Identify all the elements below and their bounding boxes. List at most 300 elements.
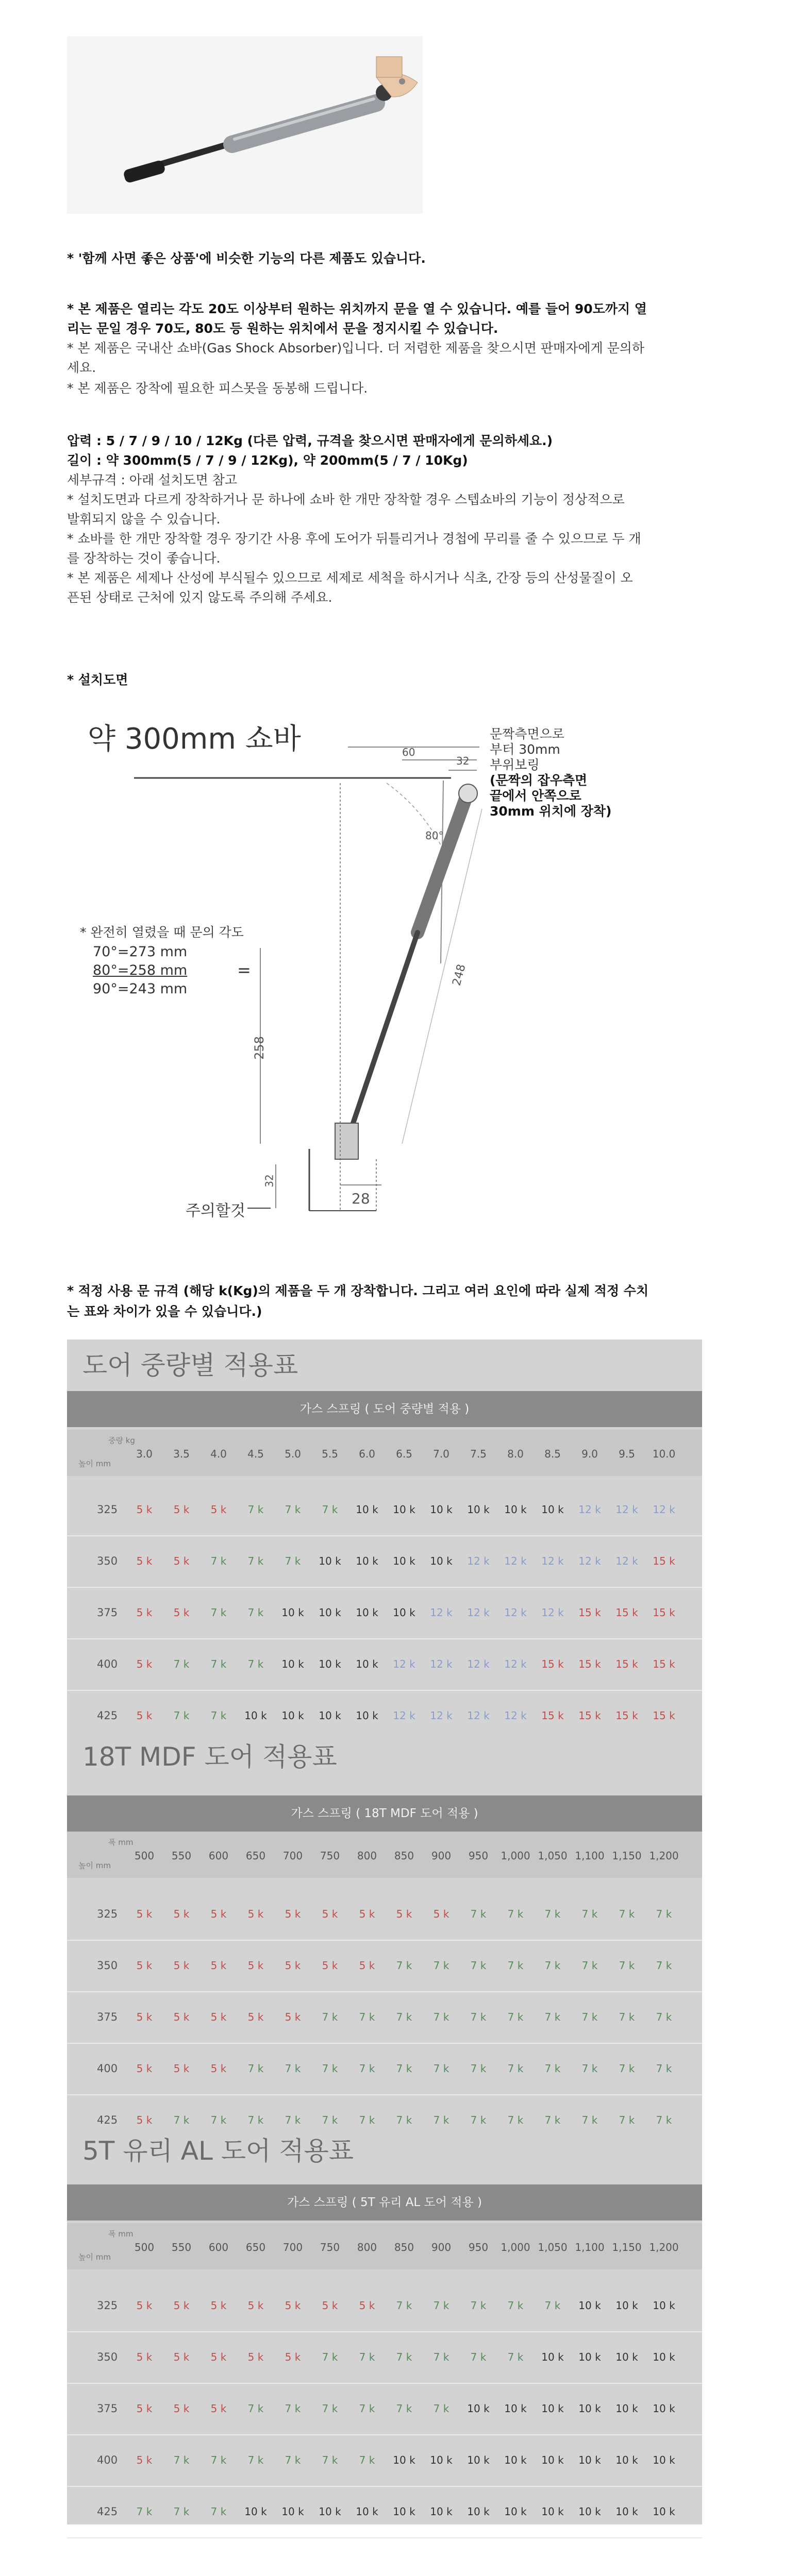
table-cell: 10 k	[541, 2454, 564, 2466]
table-glass	[67, 2128, 702, 2524]
table-cell: 7 k	[544, 1959, 561, 1972]
table-cell: 7 k	[507, 2351, 524, 2363]
table-cell: 7 k	[322, 2402, 338, 2415]
row-header: 400	[97, 2062, 118, 2075]
table-cell: 12 k	[430, 1606, 453, 1619]
table-cell: 10 k	[430, 2454, 453, 2466]
corner-label: 높이 mm	[78, 1861, 111, 1870]
table-cell: 7 k	[322, 2011, 338, 2023]
dim-label: 60	[402, 746, 415, 758]
table-cell: 10 k	[578, 2454, 601, 2466]
table-cell: 5 k	[359, 2299, 375, 2312]
notice-line: * '함께 사면 좋은 상품'에 비슷한 기능의 다른 제품도 있습니다.	[67, 251, 426, 266]
column-header: 750	[320, 1850, 340, 1862]
table-cell: 7 k	[433, 2351, 450, 2363]
table-cell: 12 k	[393, 1658, 415, 1670]
column-header: 1,200	[649, 2241, 679, 2253]
table-cell: 10 k	[541, 2351, 564, 2363]
spec-line: * 본 제품은 세제나 산성에 부식될수 있으므로 세제로 세척을 하시거나 식초, 간장 등의 산성물질이 오	[67, 570, 633, 585]
table-cell: 15 k	[653, 1606, 675, 1619]
table-cell: 10 k	[653, 2299, 675, 2312]
column-header: 9.0	[581, 1448, 598, 1460]
table-band: 가스 스프링 ( 5T 유리 AL 도어 적용 )	[67, 2184, 702, 2221]
table-band: 가스 스프링 ( 18T MDF 도어 적용 )	[67, 1795, 702, 1832]
row-header: 350	[97, 1555, 118, 1567]
table-cell: 5 k	[173, 1555, 190, 1567]
table-cell: 7 k	[507, 2011, 524, 2023]
recommend-note: 는 표와 차이가 있을 수 있습니다.)	[67, 1304, 262, 1319]
table-cell: 7 k	[433, 2062, 450, 2075]
table-cell: 7 k	[581, 2114, 598, 2126]
corner-label: 높이 mm	[78, 2252, 111, 2262]
table-cell: 10 k	[356, 1555, 378, 1567]
table-cell: 5 k	[136, 1908, 153, 1920]
dim-label: 258	[252, 1036, 267, 1060]
notice-line: * 본 제품은 열리는 각도 20도 이상부터 원하는 위치까지 문을 열 수 있습니다. 예를 들어 90도까지 열	[67, 301, 647, 316]
table-cell: 12 k	[430, 1709, 453, 1722]
column-header: 8.5	[544, 1448, 561, 1460]
table-cell: 7 k	[507, 2062, 524, 2075]
table-cell: 15 k	[541, 1709, 564, 1722]
table-cell: 7 k	[359, 2011, 375, 2023]
row-header: 425	[97, 1709, 118, 1722]
table-cell: 5 k	[247, 2351, 264, 2363]
table-cell: 5 k	[136, 2454, 153, 2466]
table-cell: 7 k	[507, 2114, 524, 2126]
table-cell: 5 k	[210, 2402, 227, 2415]
table-cell: 10 k	[393, 1555, 415, 1567]
column-header: 550	[171, 1850, 192, 1862]
table-cell: 7 k	[359, 2402, 375, 2415]
table-cell: 12 k	[541, 1606, 564, 1619]
table-cell: 7 k	[396, 2299, 412, 2312]
table-cell: 5 k	[359, 1908, 375, 1920]
table-cell: 7 k	[322, 1503, 338, 1516]
table-cell: 10 k	[467, 2505, 490, 2518]
boring-note: 문짝측면으로 부터 30mm 부위보링 (문짝의 잡우측면 끝에서 안쪽으로 30mm 위치에 장착)	[490, 726, 612, 819]
column-header: 650	[245, 2241, 266, 2253]
table-cell: 10 k	[356, 2505, 378, 2518]
spec-line: 세부규격 : 아래 설치도면 참고	[67, 472, 238, 487]
table-cell: 10 k	[430, 1555, 453, 1567]
table-cell: 10 k	[319, 1709, 341, 1722]
notice-line: 리는 문일 경우 70도, 80도 등 원하는 위치에서 문을 정지시킬 수 있습니다.	[67, 321, 498, 336]
table-cell: 7 k	[470, 2299, 487, 2312]
table-cell: 7 k	[210, 1606, 227, 1619]
column-header: 800	[357, 1850, 377, 1862]
table-cell: 5 k	[173, 2402, 190, 2415]
table-cell: 7 k	[470, 2011, 487, 2023]
table-cell: 5 k	[210, 2351, 227, 2363]
table-cell: 10 k	[281, 1606, 304, 1619]
column-header: 1,000	[501, 1850, 530, 1862]
table-cell: 5 k	[173, 2351, 190, 2363]
column-header: 500	[134, 2241, 155, 2253]
table-cell: 10 k	[393, 1606, 415, 1619]
table-cell: 5 k	[322, 1959, 338, 1972]
column-header: 1,050	[538, 2241, 568, 2253]
column-header: 1,150	[612, 1850, 642, 1862]
table-cell: 10 k	[356, 1658, 378, 1670]
corner-label: 중량 kg	[108, 1436, 135, 1445]
table-cell: 7 k	[581, 2011, 598, 2023]
table-header	[67, 2223, 702, 2269]
row-header: 325	[97, 1503, 118, 1516]
table-cell: 7 k	[470, 2062, 487, 2075]
table-weight	[67, 1340, 702, 1736]
column-header: 950	[468, 2241, 489, 2253]
table-mdf	[67, 1736, 702, 2128]
column-header: 500	[134, 1850, 155, 1862]
table-cell: 7 k	[396, 2062, 412, 2075]
table-cell: 12 k	[504, 1658, 527, 1670]
table-cell: 5 k	[247, 2011, 264, 2023]
table-header	[67, 1430, 702, 1476]
table-cell: 10 k	[244, 2505, 267, 2518]
column-header: 4.0	[210, 1448, 227, 1460]
table-cell: 7 k	[619, 1959, 635, 1972]
table-cell: 10 k	[281, 2505, 304, 2518]
table-cell: 10 k	[504, 2505, 527, 2518]
table-cell: 5 k	[136, 2351, 153, 2363]
table-cell: 7 k	[285, 1555, 301, 1567]
column-header: 3.5	[173, 1448, 190, 1460]
table-cell: 10 k	[430, 2505, 453, 2518]
table-cell: 10 k	[356, 1606, 378, 1619]
table-cell: 10 k	[393, 1503, 415, 1516]
table-cell: 7 k	[581, 1908, 598, 1920]
table-cell: 7 k	[581, 2062, 598, 2075]
table-cell: 10 k	[244, 1709, 267, 1722]
table-cell: 7 k	[285, 2402, 301, 2415]
product-photo	[67, 36, 423, 214]
column-header: 900	[431, 2241, 452, 2253]
table-cell: 7 k	[322, 2351, 338, 2363]
table-cell: 5 k	[285, 2299, 301, 2312]
table-cell: 7 k	[619, 2114, 635, 2126]
table-cell: 5 k	[173, 1908, 190, 1920]
table-cell: 10 k	[653, 2402, 675, 2415]
table-cell: 10 k	[541, 2402, 564, 2415]
table-cell: 7 k	[396, 1959, 412, 1972]
table-cell: 12 k	[467, 1606, 490, 1619]
spec-line: 를 장착하는 것이 좋습니다.	[67, 551, 221, 566]
table-cell: 7 k	[544, 2114, 561, 2126]
table-cell: 12 k	[467, 1709, 490, 1722]
notice-line: 세요.	[67, 360, 96, 375]
diagram-300mm: 약 300mm 쇼바 60 32 80° 258 248 32 28 문짝측면으로 부터 30mm 부위보링 (문짝의 잡우측면 끝에서 안쪽으로 30mm 위치에 장착) * 완전히 열렸을 때 문의 각도 70°=273 mm 80°=258 mm 90°=243 mm = 주의할것	[67, 716, 634, 1236]
table-cell: 15 k	[578, 1606, 601, 1619]
table-cell: 7 k	[433, 2402, 450, 2415]
table-cell: 5 k	[322, 2299, 338, 2312]
table-cell: 7 k	[396, 2351, 412, 2363]
table-cell: 7 k	[544, 2062, 561, 2075]
table-title: 18T MDF 도어 적용표	[82, 1742, 337, 1772]
table-cell: 10 k	[578, 2505, 601, 2518]
table-cell: 12 k	[467, 1658, 490, 1670]
row-header: 400	[97, 1658, 118, 1670]
table-cell: 12 k	[393, 1709, 415, 1722]
notice-line: * 본 제품은 국내산 쇼바(Gas Shock Absorber)입니다. 더 저렴한 제품을 찾으시면 판매자에게 문의하	[67, 341, 645, 355]
row-header: 350	[97, 1959, 118, 1972]
table-cell: 15 k	[653, 1555, 675, 1567]
table-cell: 5 k	[136, 1503, 153, 1516]
table-cell: 10 k	[504, 2402, 527, 2415]
row-header: 375	[97, 1606, 118, 1619]
column-header: 1,100	[575, 1850, 605, 1862]
spec-line: 발휘되지 않을 수 있습니다.	[67, 512, 221, 527]
table-cell: 5 k	[173, 1503, 190, 1516]
table-cell: 7 k	[581, 1959, 598, 1972]
table-cell: 10 k	[319, 1658, 341, 1670]
column-header: 1,050	[538, 1850, 568, 1862]
table-cell: 7 k	[507, 2299, 524, 2312]
spec-line: * 쇼바를 한 개만 장착할 경우 장기간 사용 후에 도어가 뒤틀리거나 경첩에 무리를 줄 수 있으므로 두 개	[67, 531, 641, 546]
table-cell: 7 k	[247, 1658, 264, 1670]
table-cell: 10 k	[653, 2505, 675, 2518]
table-cell: 7 k	[210, 1555, 227, 1567]
column-header: 600	[208, 2241, 229, 2253]
table-cell: 7 k	[173, 1658, 190, 1670]
table-cell: 10 k	[281, 1658, 304, 1670]
row-header: 375	[97, 2402, 118, 2415]
table-cell: 7 k	[285, 2062, 301, 2075]
table-cell: 5 k	[322, 1908, 338, 1920]
table-cell: 5 k	[136, 2114, 153, 2126]
table-cell: 7 k	[322, 2454, 338, 2466]
column-header: 700	[282, 2241, 303, 2253]
column-header: 6.0	[359, 1448, 375, 1460]
column-header: 550	[171, 2241, 192, 2253]
table-cell: 12 k	[504, 1606, 527, 1619]
table-cell: 7 k	[396, 2011, 412, 2023]
column-header: 10.0	[652, 1448, 676, 1460]
column-header: 850	[394, 2241, 414, 2253]
table-cell: 5 k	[136, 2402, 153, 2415]
column-header: 800	[357, 2241, 377, 2253]
table-cell: 7 k	[359, 2351, 375, 2363]
table-cell: 10 k	[281, 1709, 304, 1722]
table-cell: 10 k	[356, 1503, 378, 1516]
spec-line: 픈된 상태로 근처에 있지 않도록 주의해 주세요.	[67, 590, 332, 605]
table-cell: 5 k	[173, 2062, 190, 2075]
table-cell: 10 k	[578, 2299, 601, 2312]
table-cell: 10 k	[319, 1555, 341, 1567]
table-cell: 10 k	[653, 2454, 675, 2466]
table-cell: 7 k	[322, 2062, 338, 2075]
table-cell: 12 k	[467, 1555, 490, 1567]
table-cell: 7 k	[470, 1959, 487, 1972]
dim-label: 32	[456, 755, 470, 767]
table-cell: 5 k	[247, 1959, 264, 1972]
table-cell: 10 k	[430, 1503, 453, 1516]
column-header: 1,150	[612, 2241, 642, 2253]
column-header: 8.0	[507, 1448, 524, 1460]
row-header: 325	[97, 2299, 118, 2312]
spec-line: 길이 : 약 300mm(5 / 7 / 9 / 12Kg), 약 200mm(5 / 7 / 10Kg)	[67, 453, 468, 468]
diagram-title: 약 300mm 쇼바	[88, 722, 301, 756]
table-cell: 7 k	[507, 1908, 524, 1920]
column-header: 7.5	[470, 1448, 487, 1460]
corner-label: 높이 mm	[78, 1459, 111, 1468]
table-cell: 5 k	[247, 1908, 264, 1920]
table-cell: 15 k	[578, 1658, 601, 1670]
table-cell: 7 k	[656, 1908, 672, 1920]
table-cell: 5 k	[433, 1908, 450, 1920]
table-cell: 7 k	[619, 2011, 635, 2023]
table-cell: 5 k	[285, 1908, 301, 1920]
table-cell: 7 k	[433, 2299, 450, 2312]
row-header: 325	[97, 1908, 118, 1920]
column-header: 900	[431, 1850, 452, 1862]
table-cell: 10 k	[615, 2505, 638, 2518]
table-cell: 15 k	[615, 1709, 638, 1722]
table-cell: 12 k	[541, 1555, 564, 1567]
table-cell: 7 k	[470, 2114, 487, 2126]
table-cell: 7 k	[619, 2062, 635, 2075]
table-cell: 7 k	[173, 2505, 190, 2518]
angle-values: 70°=273 mm 80°=258 mm 90°=243 mm	[93, 944, 188, 997]
table-cell: 7 k	[507, 1959, 524, 1972]
notice-line: * 본 제품은 장착에 필요한 피스못을 동봉해 드립니다.	[67, 381, 368, 396]
table-cell: 5 k	[173, 2011, 190, 2023]
caution-label: 주의할것	[186, 1202, 245, 1220]
table-cell: 7 k	[210, 2454, 227, 2466]
table-cell: 7 k	[136, 2505, 153, 2518]
table-cell: 5 k	[136, 1658, 153, 1670]
table-cell: 5 k	[210, 1908, 227, 1920]
table-cell: 5 k	[285, 1959, 301, 1972]
table-cell: 7 k	[433, 2114, 450, 2126]
table-cell: 7 k	[247, 2402, 264, 2415]
row-header: 425	[97, 2114, 118, 2126]
row-header: 375	[97, 2011, 118, 2023]
table-cell: 5 k	[396, 1908, 412, 1920]
table-cell: 10 k	[467, 2402, 490, 2415]
table-cell: 7 k	[359, 2062, 375, 2075]
table-cell: 7 k	[173, 2454, 190, 2466]
table-cell: 5 k	[136, 1959, 153, 1972]
table-cell: 10 k	[578, 2351, 601, 2363]
dim-label: 32	[263, 1174, 276, 1188]
gas-spring-image	[67, 36, 423, 214]
table-cell: 12 k	[653, 1503, 675, 1516]
table-cell: 7 k	[544, 2011, 561, 2023]
table-cell: 7 k	[470, 1908, 487, 1920]
table-cell: 15 k	[653, 1709, 675, 1722]
table-cell: 5 k	[173, 1959, 190, 1972]
table-cell: 5 k	[285, 2351, 301, 2363]
table-cell: 5 k	[210, 1959, 227, 1972]
table-band: 가스 스프링 ( 도어 중량별 적용 )	[67, 1391, 702, 1427]
table-cell: 7 k	[247, 1606, 264, 1619]
table-cell: 10 k	[504, 2454, 527, 2466]
table-cell: 7 k	[247, 2114, 264, 2126]
table-cell: 10 k	[393, 2505, 415, 2518]
column-header: 950	[468, 1850, 489, 1862]
table-cell: 10 k	[356, 1709, 378, 1722]
table-cell: 10 k	[615, 2454, 638, 2466]
column-header: 600	[208, 1850, 229, 1862]
column-header: 7.0	[433, 1448, 450, 1460]
table-cell: 7 k	[359, 2454, 375, 2466]
table-cell: 15 k	[541, 1658, 564, 1670]
row-header: 400	[97, 2454, 118, 2466]
table-cell: 5 k	[210, 2011, 227, 2023]
table-cell: 12 k	[578, 1555, 601, 1567]
table-cell: 10 k	[578, 2402, 601, 2415]
table-cell: 7 k	[285, 1503, 301, 1516]
table-cell: 5 k	[136, 1709, 153, 1722]
table-cell: 7 k	[210, 2505, 227, 2518]
table-title: 5T 유리 AL 도어 적용표	[82, 2136, 354, 2166]
column-header: 750	[320, 2241, 340, 2253]
column-header: 6.5	[396, 1448, 412, 1460]
table-cell: 7 k	[247, 2454, 264, 2466]
table-cell: 5 k	[210, 1503, 227, 1516]
column-header: 1,000	[501, 2241, 530, 2253]
install-heading: * 설치도면	[67, 672, 128, 687]
column-header: 9.5	[619, 1448, 635, 1460]
table-cell: 5 k	[136, 2011, 153, 2023]
table-cell: 7 k	[470, 2351, 487, 2363]
column-header: 1,100	[575, 2241, 605, 2253]
table-cell: 7 k	[247, 2062, 264, 2075]
dim-label: 28	[352, 1190, 370, 1207]
table-cell: 12 k	[430, 1658, 453, 1670]
column-header: 700	[282, 1850, 303, 1862]
recommend-note: * 적정 사용 문 규격 (해당 k(Kg)의 제품을 두 개 장착합니다. 그리고 여러 요인에 따라 실제 적정 수치	[67, 1283, 649, 1298]
table-cell: 10 k	[541, 1503, 564, 1516]
dim-label: 248	[450, 962, 469, 988]
table-cell: 7 k	[359, 2114, 375, 2126]
table-cell: 7 k	[656, 2062, 672, 2075]
table-cell: 7 k	[396, 2114, 412, 2126]
table-cell: 7 k	[285, 2454, 301, 2466]
column-header: 5.0	[285, 1448, 301, 1460]
table-cell: 5 k	[136, 1606, 153, 1619]
table-cell: 7 k	[210, 1658, 227, 1670]
table-cell: 15 k	[653, 1658, 675, 1670]
spec-line: * 설치도면과 다르게 장착하거나 문 하나에 쇼바 한 개만 장착할 경우 스텝쇼바의 기능이 정상적으로	[67, 492, 625, 507]
column-header: 650	[245, 1850, 266, 1862]
table-cell: 7 k	[396, 2402, 412, 2415]
table-cell: 15 k	[615, 1658, 638, 1670]
table-cell: 5 k	[136, 2299, 153, 2312]
table-cell: 7 k	[210, 2114, 227, 2126]
table-cell: 7 k	[322, 2114, 338, 2126]
table-cell: 5 k	[173, 2299, 190, 2312]
table-cell: 7 k	[619, 1908, 635, 1920]
table-cell: 7 k	[544, 1908, 561, 1920]
table-cell: 10 k	[319, 1606, 341, 1619]
column-header: 5.5	[322, 1448, 338, 1460]
table-cell: 10 k	[615, 2402, 638, 2415]
table-cell: 15 k	[615, 1606, 638, 1619]
table-cell: 10 k	[467, 1503, 490, 1516]
table-cell: 12 k	[615, 1503, 638, 1516]
table-cell: 5 k	[210, 2299, 227, 2312]
row-header: 350	[97, 2351, 118, 2363]
table-cell: 5 k	[247, 2299, 264, 2312]
table-cell: 15 k	[578, 1709, 601, 1722]
table-cell: 7 k	[656, 2011, 672, 2023]
table-cell: 7 k	[285, 2114, 301, 2126]
table-cell: 7 k	[247, 1555, 264, 1567]
column-header: 1,200	[649, 1850, 679, 1862]
spec-line: 압력 : 5 / 7 / 9 / 10 / 12Kg (다른 압력, 규격을 찾으시면 판매자에게 문의하세요.)	[67, 433, 553, 448]
table-cell: 5 k	[359, 1959, 375, 1972]
